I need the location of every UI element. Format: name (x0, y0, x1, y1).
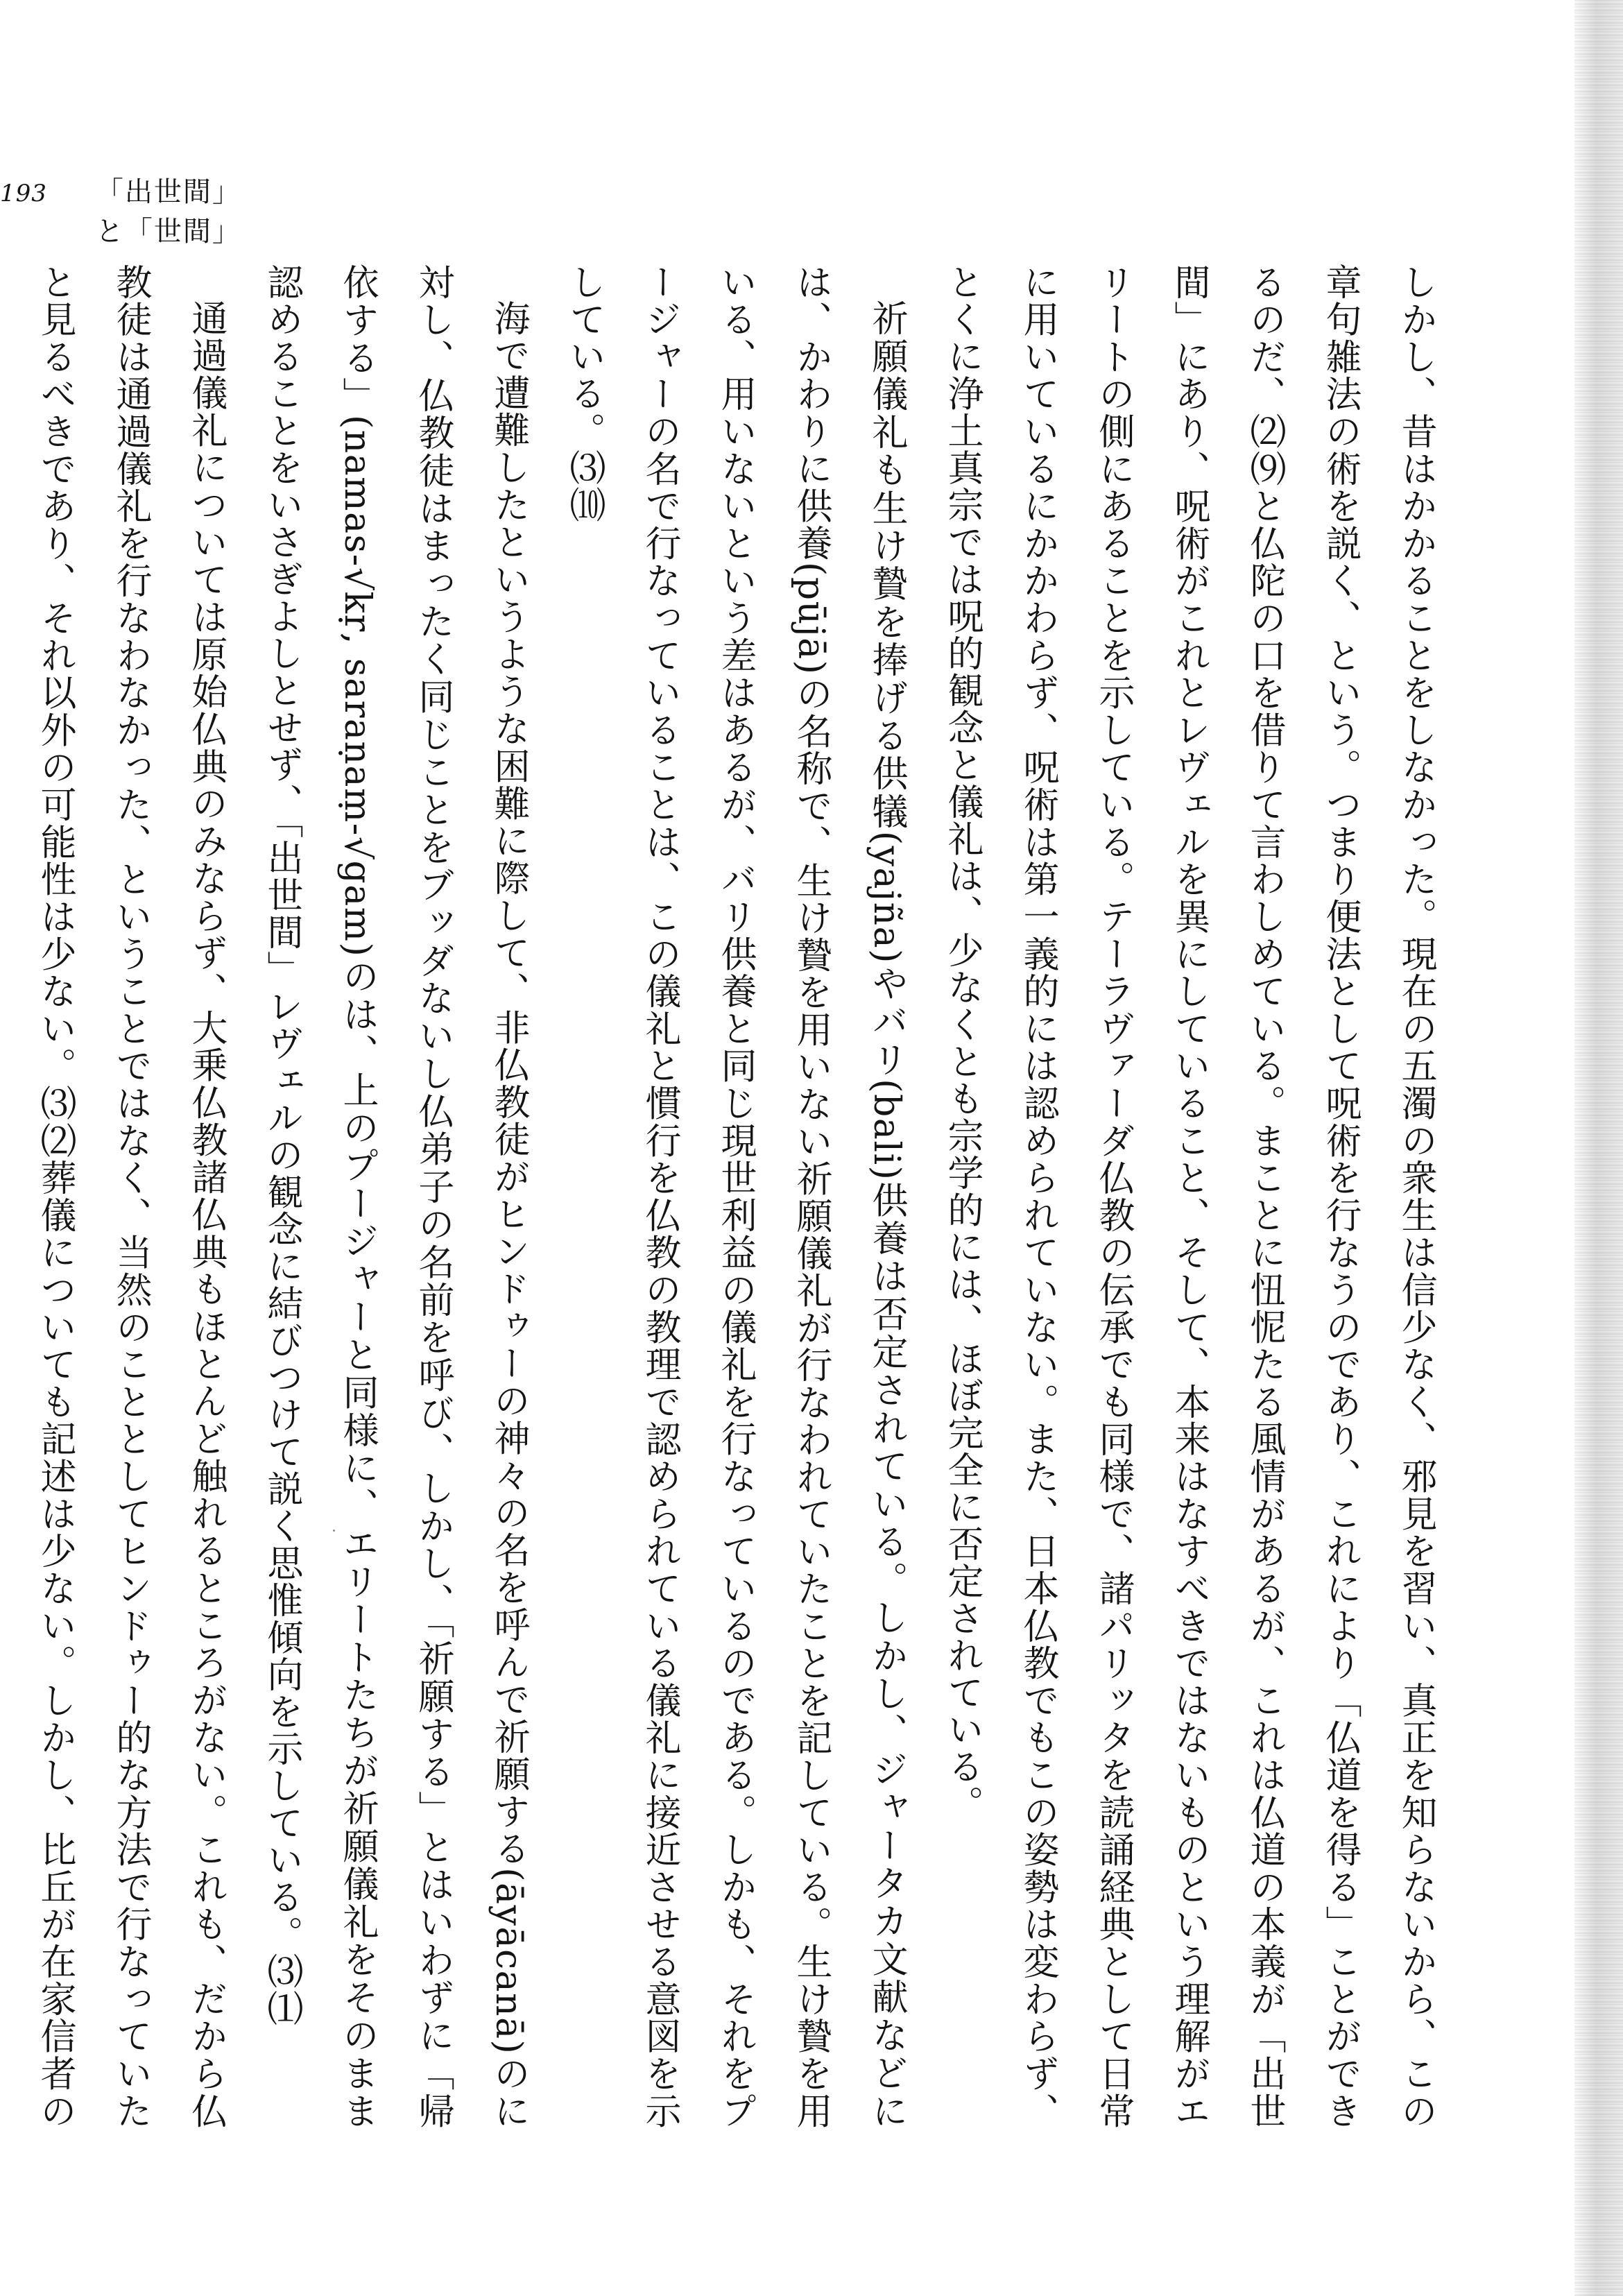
paragraph-1: しかし、昔はかかることをしなかった。現在の五濁の衆生は信少なく、邪見を習い、真正を知らないから、この章句雑法の術を説く、という。つまり便法として呪術を行なうのであり、これにより「仏道を得る」ことができるのだ、⑵⑼と仏陀の口を借りて言わしめている。まことに忸怩たる風情があるが、これは仏道の本義が「出世間」にあり、呪術がこれとレヴェルを異にしていること、そして、本来はなすべきではないものという理解がエリートの側にあることを示している。テーラヴァーダ仏教の伝承でも同様で、諸パリッタを読誦経典として日常に用いているにかかわらず、呪術は第一義的には認められていない。また、日本仏教でもこの姿勢は変わらず、とくに浄土真宗では呪的観念と儀礼は、少なくとも宗学的には、ほぼ完全に否定されている。 (941, 264, 1436, 2130)
scan-speck (333, 1530, 335, 1532)
running-head: 「出世間」と「世間」 (95, 176, 241, 248)
body-text (34, 264, 1453, 2130)
paragraph-4: 通過儀礼については原始仏典のみならず、大乗仏教諸仏典もほとんど触れるところがない。これも、だから仏教徒は通過儀礼を行なわなかった、ということではなく、当然のこととしてヒンドゥー的な方法で行なっていたと見るべきであり、それ以外の可能性は少ない。⑶⑵葬儀についても記述は少ない。しかし、比丘が在家信者の (34, 264, 227, 2130)
page-header (0, 170, 241, 249)
paragraph-2: 祈願儀礼も生け贄を捧げる供犠(yajña)やバリ(bali)供養は否定されている。しかし、ジャータカ文献などには、かわりに供養(pūjā)の名称で、生け贄を用いない祈願儀礼が行なわれていたことを記している。生け贄を用いる、用いないという差はあるが、バリ供養と同じ現世利益の儀礼を行なっているのである。しかも、それをプージャーの名で行なっていることは、この儀礼と慣行を仏教の教理で認められている儀礼に接近させる意図を示している。⑶⑽ (563, 264, 907, 2130)
page-number: 193 (0, 180, 47, 207)
paragraph-3: 海で遭難したというような困難に際して、非仏教徒がヒンドゥーの神々の名を呼んで祈願する(āyācanā)のに対し、仏教徒はまったく同じことをブッダないし仏弟子の名前を呼び、しかし、「祈願する」とはいわずに「帰依する」(namas-√kṛ, saraṇaṃ-√gam)のは、上のプージャーと同様に、エリートたちが祈願儀礼をそのまま認めることをいさぎよしとせず、「出世間」レヴェルの観念に結びつけて説く思惟傾向を示している。⑶⑴ (261, 264, 529, 2130)
scan-edge-shadow (1574, 0, 1623, 2296)
